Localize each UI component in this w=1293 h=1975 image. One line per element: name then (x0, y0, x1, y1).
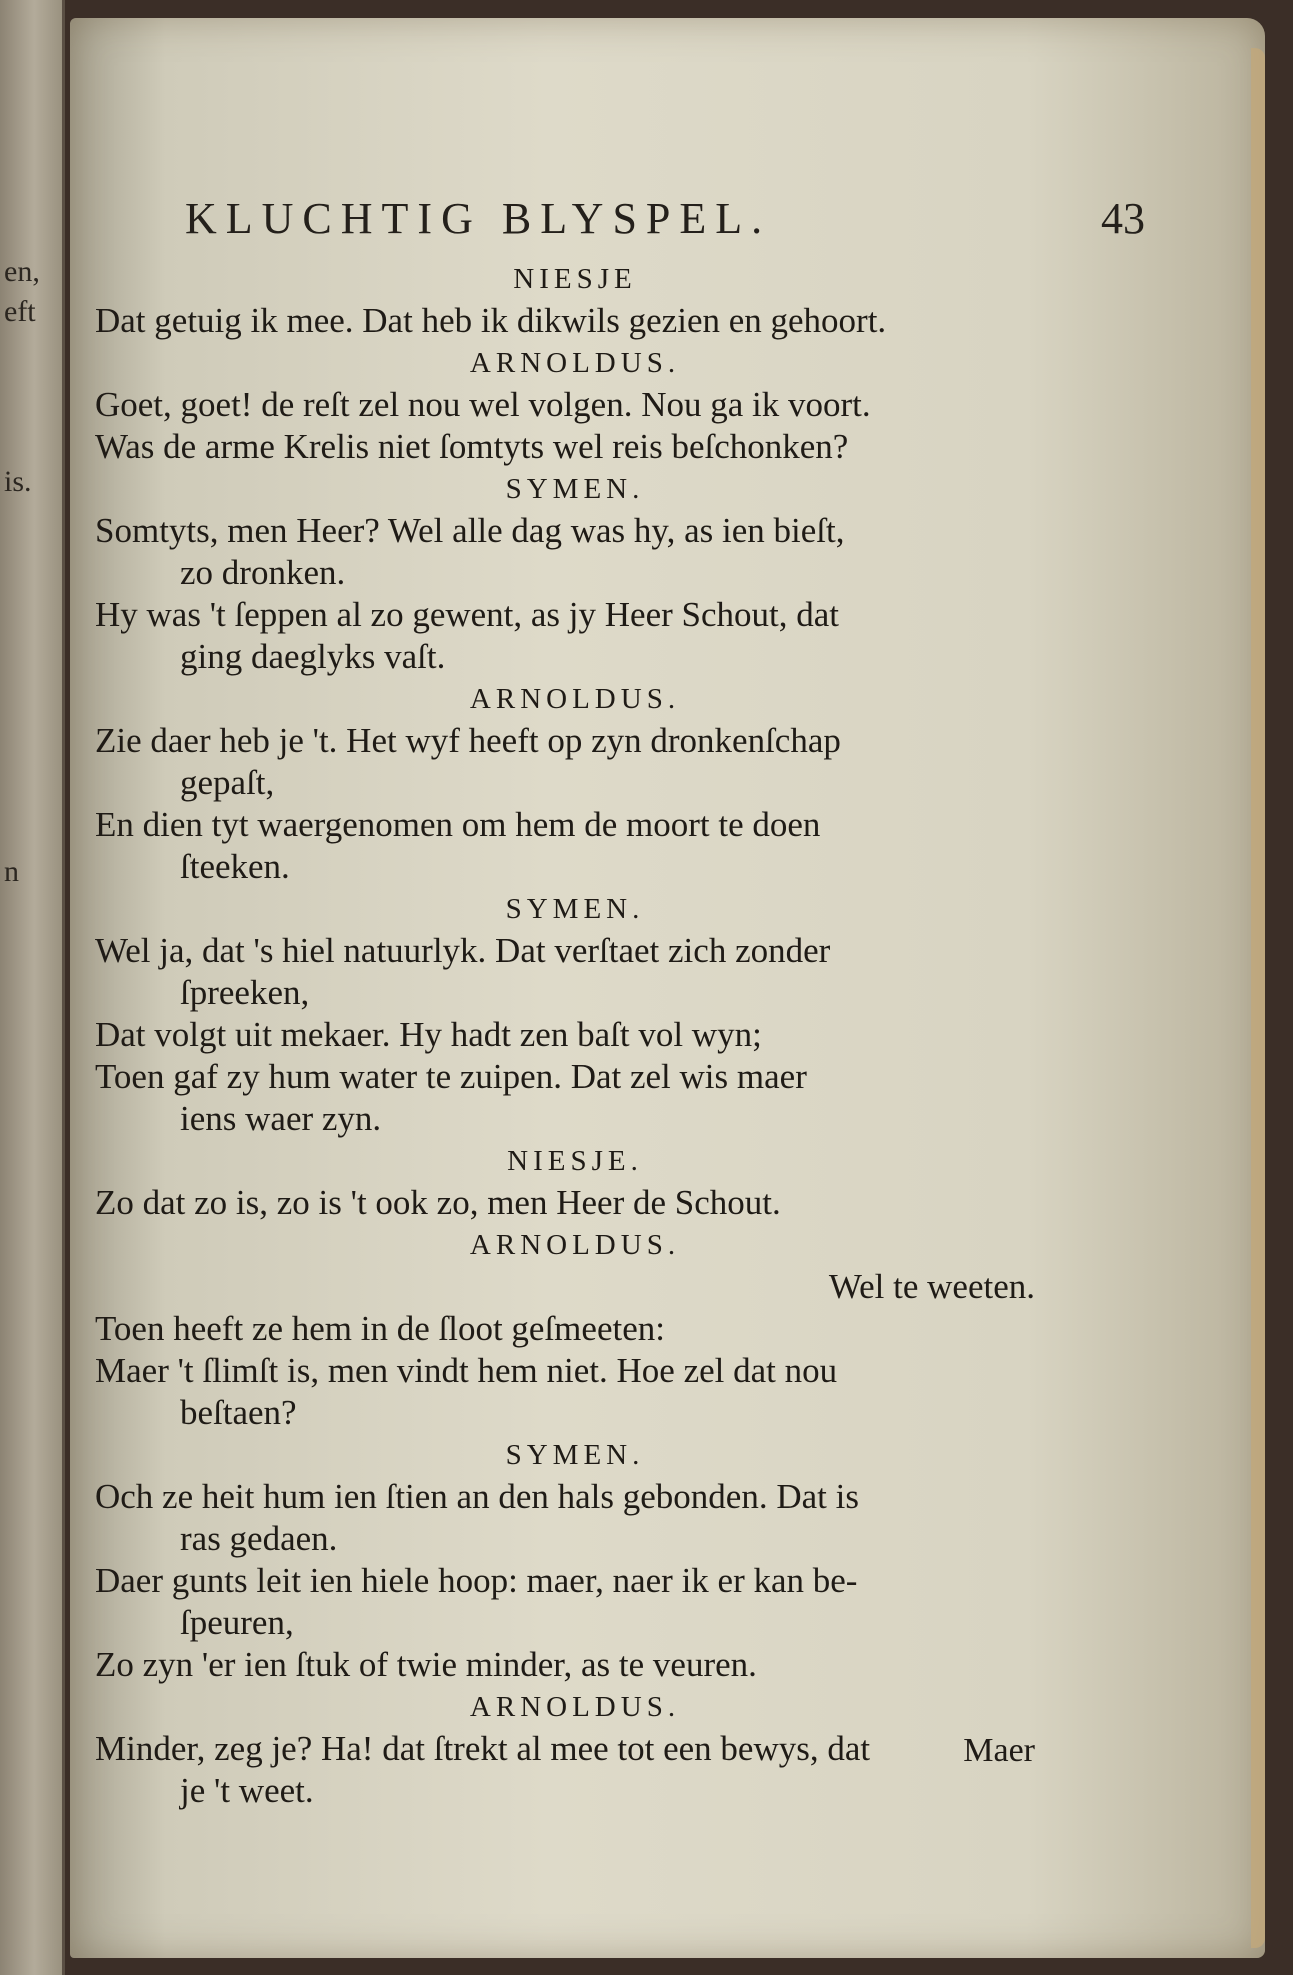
verse-continuation: ſpreeken, (180, 973, 310, 1012)
speaker-name: NIESJE. (507, 1145, 643, 1177)
speaker-name: SYMEN. (505, 473, 645, 505)
verse-line: Zie daer heb je 't. Het wyf heeft op zyn dronkenſchap (95, 721, 841, 760)
speaker-name: ARNOLDUS. (469, 347, 681, 379)
verse-continuation: zo dronken. (180, 553, 346, 592)
verse-line: Zo dat zo is, zo is 't ook zo, men Heer de Schout. (95, 1183, 781, 1222)
verse-continuation: ſteeken. (180, 847, 290, 886)
adjacent-left-page (0, 0, 65, 1975)
left-page-fragment: is. (4, 465, 32, 498)
speaker-name: ARNOLDUS. (469, 1229, 681, 1261)
catchword: Maer (963, 1732, 1035, 1769)
speaker-name: ARNOLDUS. (469, 683, 681, 715)
verse-line: Dat volgt uit mekaer. Hy hadt zen baſt vol wyn; (95, 1015, 762, 1054)
verse-continuation: iens waer zyn. (180, 1099, 382, 1138)
verse-continuation: beſtaen? (180, 1393, 297, 1432)
left-page-fragment: en, (4, 255, 40, 288)
verse-line: Toen heeft ze hem in de ſloot geſmeeten: (95, 1309, 665, 1348)
verse-line: Somtyts, men Heer? Wel alle dag was hy, as ien bieſt, (95, 511, 845, 550)
verse-line: Goet, goet! de reſt zel nou wel volgen. Nou ga ik voort. (95, 385, 871, 424)
book-page (70, 18, 1265, 1958)
verse-continuation: gepaſt, (180, 763, 275, 802)
running-head (185, 193, 1145, 253)
verse-continuation: ras gedaen. (180, 1519, 338, 1558)
verse-line: Daer gunts leit ien hiele hoop: maer, naer ik er kan be- (95, 1561, 858, 1600)
verse-continuation: je 't weet. (180, 1771, 314, 1810)
verse-line-right: Wel te weeten. (828, 1267, 1035, 1306)
left-page-fragment: n (4, 855, 19, 888)
verse-line: Was de arme Krelis niet ſomtyts wel reis beſchonken? (95, 427, 849, 466)
play-text (95, 258, 1055, 1812)
verse-line: Och ze heit hum ien ſtien an den hals gebonden. Dat is (95, 1477, 859, 1516)
verse-line: Minder, zeg je? Ha! dat ſtrekt al mee tot een bewys, dat (95, 1729, 871, 1768)
verse-line: Maer 't ſlimſt is, men vindt hem niet. Hoe zel dat nou (95, 1351, 838, 1390)
page-number: 43 (1101, 194, 1145, 243)
speaker-name: ARNOLDUS. (469, 1691, 681, 1723)
speaker-name: SYMEN. (505, 893, 645, 925)
verse-line: Hy was 't ſeppen al zo gewent, as jy Heer Schout, dat (95, 595, 840, 634)
speaker-name: SYMEN. (505, 1439, 645, 1471)
verse-continuation: ging daeglyks vaſt. (180, 637, 446, 676)
left-page-fragment: eft (4, 295, 36, 328)
verse-line: Toen gaf zy hum water te zuipen. Dat zel wis maer (95, 1057, 807, 1096)
running-head-title: KLUCHTIG BLYSPEL. (185, 194, 772, 243)
page-edge (1251, 48, 1265, 1948)
speaker-name: NIESJE (513, 263, 637, 295)
verse-line: Wel ja, dat 's hiel natuurlyk. Dat verſtaet zich zonder (95, 931, 831, 970)
verse-line: Dat getuig ik mee. Dat heb ik dikwils gezien en gehoort. (95, 301, 887, 340)
verse-line: En dien tyt waergenomen om hem de moort te doen (95, 805, 821, 844)
verse-line: Zo zyn 'er ien ſtuk of twie minder, as te veuren. (95, 1645, 757, 1684)
verse-continuation: ſpeuren, (180, 1603, 294, 1642)
